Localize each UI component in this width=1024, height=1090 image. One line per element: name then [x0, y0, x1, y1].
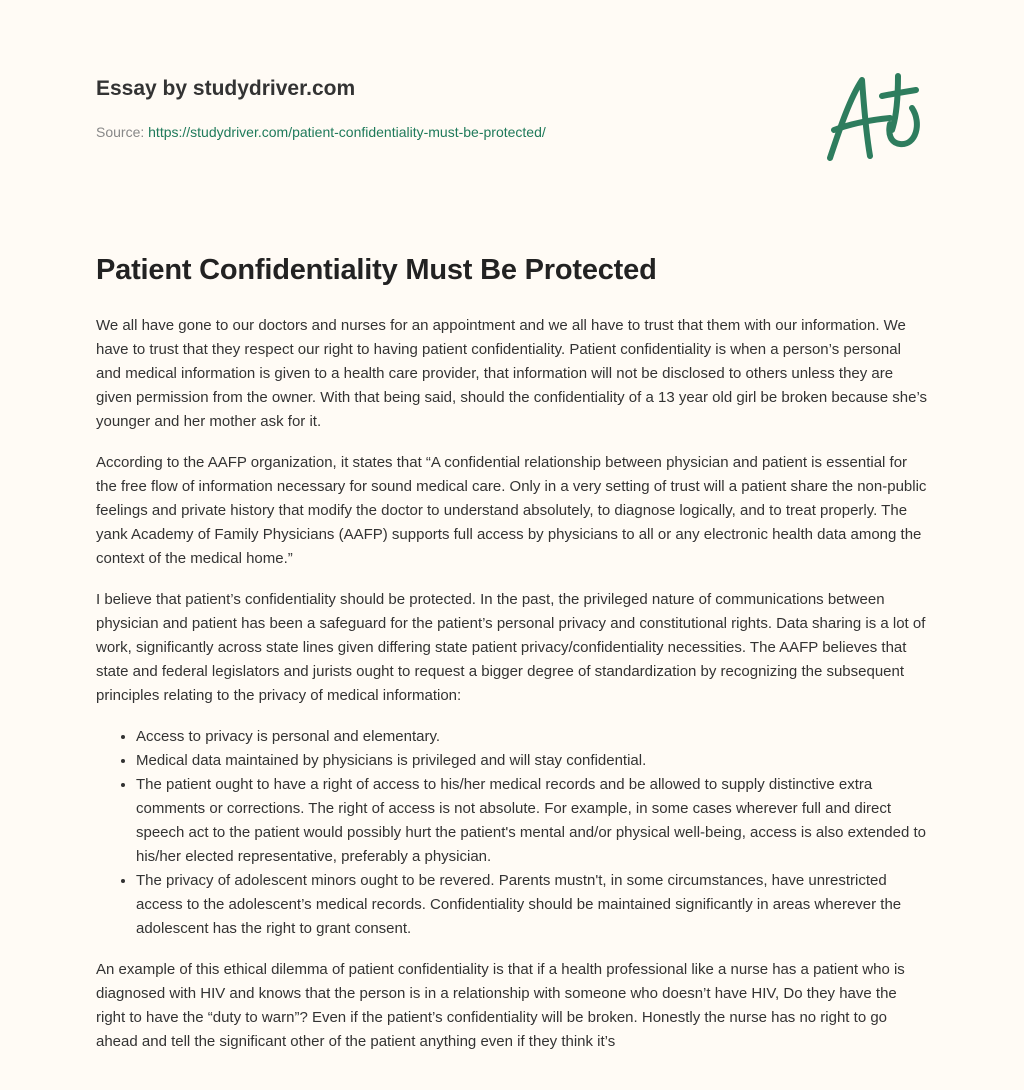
paragraph: We all have gone to our doctors and nurses for an appointment and we all have to trust that them with our information. We have to trust that they respect our right to having patient confidentiality. Patient confidentiality is when a person’s personal and medical information is given to a health care provider, that information will not be disclosed to others unless they are given permission from the owner. With that being said, should the confidentiality of a 13 year old girl be broken because she’s younger and her mother ask for it.: [96, 317, 928, 430]
list-item: • The patient ought to have a right of access to his/her medical records and be allowed to supply distinctive extra comments or corrections. The right of access is not absolute. For example, in some cases wherever full and direct speech act to the patient would possibly hurt the patient's mental and/or physical well-being, access is also extended to his/her elected representative, preferably a physician.: [136, 773, 930, 869]
a-plus-logo-icon: [820, 68, 930, 168]
essay-title: Patient Confidentiality Must Be Protected: [96, 254, 657, 286]
list-item: • Medical data maintained by physicians is privileged and will stay confidential.: [136, 749, 930, 773]
source-link[interactable]: https://studydriver.com/patient-confidentiality-must-be-protected/: [148, 124, 546, 140]
principles-list: [96, 725, 930, 941]
paragraph: According to the AAFP organization, it states that “A confidential relationship between physician and patient is essential for the free flow of information necessary for sound medical care. Only in a very setting of trust will a patient share the non-public feelings and private history that modify the doctor to understand absolutely, to diagnose logically, and to treat properly. The yank Academy of Family Physicians (AAFP) supports full access by physicians to all or any electronic health data among the context of the medical home.”: [96, 454, 927, 567]
brand-title: Essay by studydriver.com: [96, 77, 356, 100]
essay-body: [96, 314, 930, 1071]
source-label: Source:: [96, 124, 149, 140]
source-line: [96, 124, 546, 140]
list-item: • Access to privacy is personal and elementary.: [136, 725, 930, 749]
paragraph: An example of this ethical dilemma of patient confidentiality is that if a health professional like a nurse has a patient who is diagnosed with HIV and knows that the person is in a relationship with someone who doesn’t have HIV, Do they have the right to have the “duty to warn”? Even if the patient’s confidentiality will be broken. Honestly the nurse has no right to go ahead and tell the significant other of the patient anything even if they think it’s: [96, 961, 905, 1050]
paragraph: I believe that patient’s confidentiality should be protected. In the past, the privileged nature of communications between physician and patient has been a safeguard for the patient’s personal privacy and constitutional rights. Data sharing is a lot of work, significantly across state lines given differing state patient privacy/confidentiality necessities. The AAFP believes that state and federal legislators and jurists ought to request a bigger degree of standardization by recognizing the subsequent principles relating to the privacy of medical information:: [96, 591, 926, 704]
list-item: • The privacy of adolescent minors ought to be revered. Parents mustn't, in some circumstances, have unrestricted access to the adolescent’s medical records. Confidentiality should be maintained significantly in areas wherever the adolescent has the right to grant consent.: [136, 869, 930, 941]
